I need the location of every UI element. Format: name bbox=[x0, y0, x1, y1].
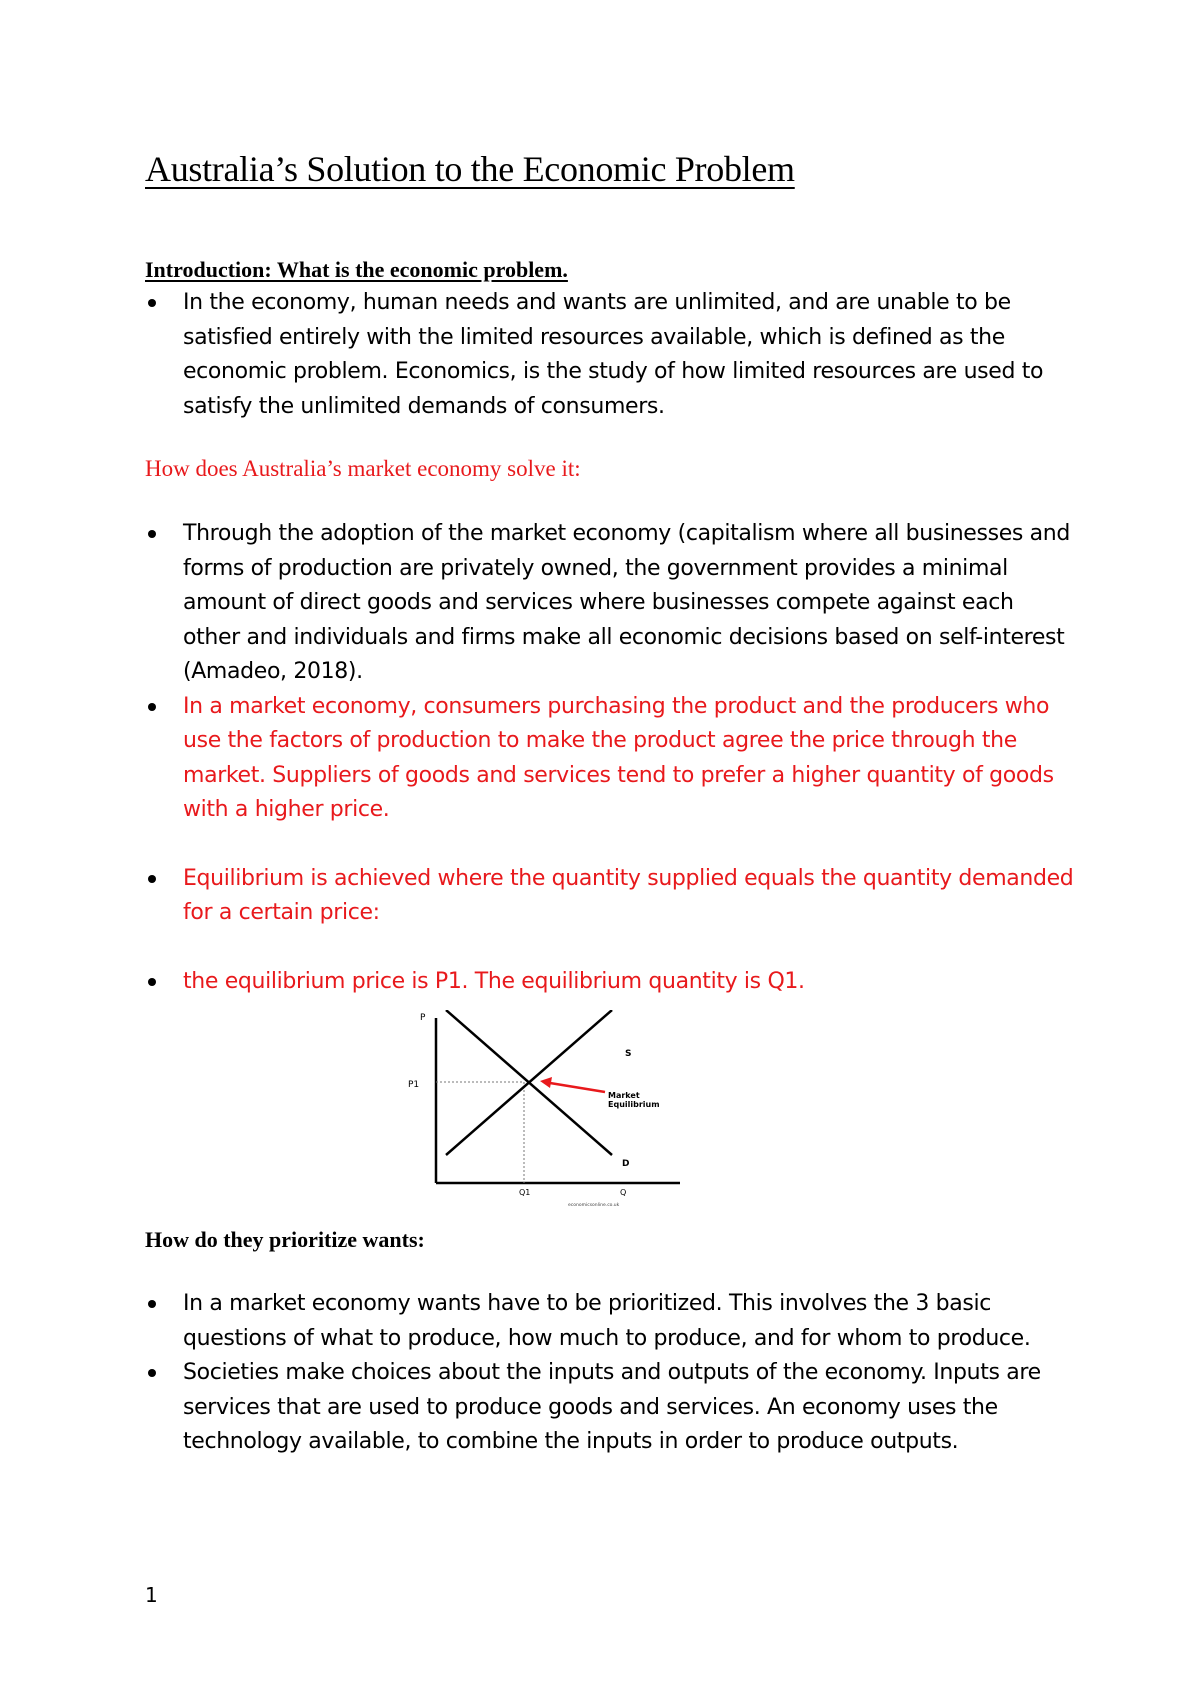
intro-heading: Introduction: What is the economic problem. bbox=[145, 257, 568, 282]
price-label-p1: P1 bbox=[408, 1080, 420, 1090]
market-equilibrium-label: Market Equilibrium bbox=[608, 1091, 660, 1109]
page-number: 1 bbox=[145, 1583, 158, 1607]
list-item: the equilibrium price is P1. The equilibrium quantity is Q1. bbox=[145, 965, 1075, 1000]
prioritize-heading: How do they prioritize wants: bbox=[145, 1227, 425, 1252]
supply-demand-chart bbox=[400, 1010, 700, 1210]
market-bullet-list bbox=[145, 517, 1075, 999]
list-item: In a market economy wants have to be prioritized. This involves the 3 basic questions of what to produce, how much to produce, and for whom to produce. bbox=[145, 1287, 1075, 1356]
series-label-d: D bbox=[622, 1159, 630, 1169]
bullet-icon bbox=[148, 703, 156, 711]
x-axis-label: Q bbox=[620, 1188, 627, 1197]
intro-bullet-list bbox=[145, 286, 1075, 424]
series-label-s: S bbox=[625, 1049, 632, 1059]
list-item: Equilibrium is achieved where the quantity supplied equals the quantity demanded for a certain price: bbox=[145, 862, 1075, 931]
list-item: Societies make choices about the inputs and outputs of the economy. Inputs are services that are used to produce goods and services. An economy uses the technology available, to combine the inputs in order to produce outputs. bbox=[145, 1356, 1075, 1460]
document-title: Australia’s Solution to the Economic Problem bbox=[145, 149, 795, 189]
quantity-label-q1: Q1 bbox=[519, 1188, 531, 1197]
bullet-icon bbox=[148, 1369, 156, 1377]
chart-source: economicsonline.co.uk bbox=[568, 1203, 620, 1208]
y-axis-label: P bbox=[420, 1013, 426, 1023]
equilibrium-arrow bbox=[550, 1083, 605, 1092]
bullet-icon bbox=[148, 1300, 156, 1308]
market-heading: How does Australia’s market economy solve it: bbox=[145, 456, 581, 481]
bullet-icon bbox=[148, 978, 156, 986]
list-item: In the economy, human needs and wants are unlimited, and are unable to be satisfied entirely with the limited resources available, which is defined as the economic problem. Economics, is the study of how limited resources are used to satisfy the unlimited demands of consumers. bbox=[145, 286, 1075, 424]
bullet-icon bbox=[148, 299, 156, 307]
list-item: Through the adoption of the market economy (capitalism where all businesses and forms of production are privately owned, the government provides a minimal amount of direct goods and services where businesses compete against each other and individuals and firms make all economic decisions based on self-interest (Amadeo, 2018). bbox=[145, 517, 1075, 690]
list-item: In a market economy, consumers purchasing the product and the producers who use the factors of production to make the product agree the price through the market. Suppliers of goods and services tend to prefer a higher quantity of goods with a higher price. bbox=[145, 690, 1075, 828]
bullet-icon bbox=[148, 875, 156, 883]
prioritize-bullet-list bbox=[145, 1287, 1075, 1460]
bullet-icon bbox=[148, 530, 156, 538]
arrow-head-icon bbox=[540, 1077, 552, 1088]
